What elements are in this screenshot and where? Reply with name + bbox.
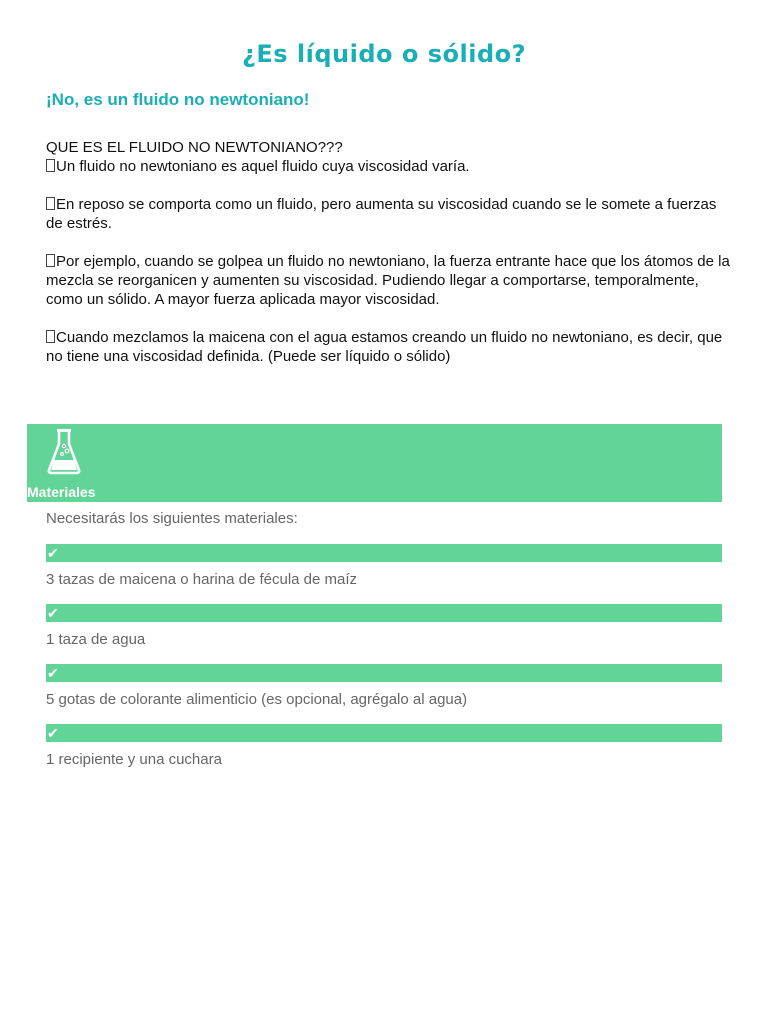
check-icon: ✔ bbox=[47, 605, 59, 621]
check-icon: ✔ bbox=[47, 545, 59, 561]
checkmark-bar bbox=[46, 724, 722, 742]
bullet-icon bbox=[46, 159, 55, 172]
explanation-section bbox=[46, 138, 736, 366]
materials-header bbox=[27, 424, 722, 502]
flask-icon bbox=[46, 426, 82, 476]
checkmark-bar bbox=[46, 664, 722, 682]
check-icon: ✔ bbox=[47, 725, 59, 741]
page-title: ¿Es líquido o sólido? bbox=[241, 40, 527, 68]
material-item: 1 recipiente y una cuchara bbox=[46, 751, 222, 768]
paragraph-4: Cuando mezclamos la maicena con el agua estamos creando un fluido no newtoniano, es decir, que no tiene una viscosidad definida. (Puede ser líquido o sólido) bbox=[46, 329, 723, 365]
paragraph-1: Un fluido no newtoniano es aquel fluido cuya viscosidad varía. bbox=[46, 157, 736, 176]
material-item: 3 tazas de maicena o harina de fécula de maíz bbox=[46, 571, 358, 588]
intro-heading: QUE ES EL FLUIDO NO NEWTONIANO??? bbox=[46, 139, 343, 156]
page-subtitle: ¡No, es un fluido no newtoniano! bbox=[46, 90, 310, 109]
checkmark-bar bbox=[46, 604, 722, 622]
bullet-icon bbox=[46, 197, 55, 210]
material-item: 5 gotas de colorante alimenticio (es opcional, agrégalo al agua) bbox=[46, 691, 468, 708]
checkmark-bar bbox=[46, 544, 722, 562]
bullet-icon bbox=[46, 330, 55, 343]
bullet-icon bbox=[46, 254, 55, 267]
materials-intro: Necesitarás los siguientes materiales: bbox=[46, 510, 298, 527]
material-item: 1 taza de agua bbox=[46, 631, 146, 648]
check-icon: ✔ bbox=[47, 665, 59, 681]
paragraph-2: En reposo se comporta como un fluido, pero aumenta su viscosidad cuando se le somete a fuerzas de estrés. bbox=[46, 196, 717, 232]
materials-label: Materiales bbox=[27, 484, 96, 500]
paragraph-3: Por ejemplo, cuando se golpea un fluido no newtoniano, la fuerza entrante hace que los átomos de la mezcla se reorganicen y aumenten su viscosidad. Pudiendo llegar a comportarse, temporalmente, como un sólido. A mayor fuerza aplicada mayor viscosidad. bbox=[46, 253, 730, 308]
